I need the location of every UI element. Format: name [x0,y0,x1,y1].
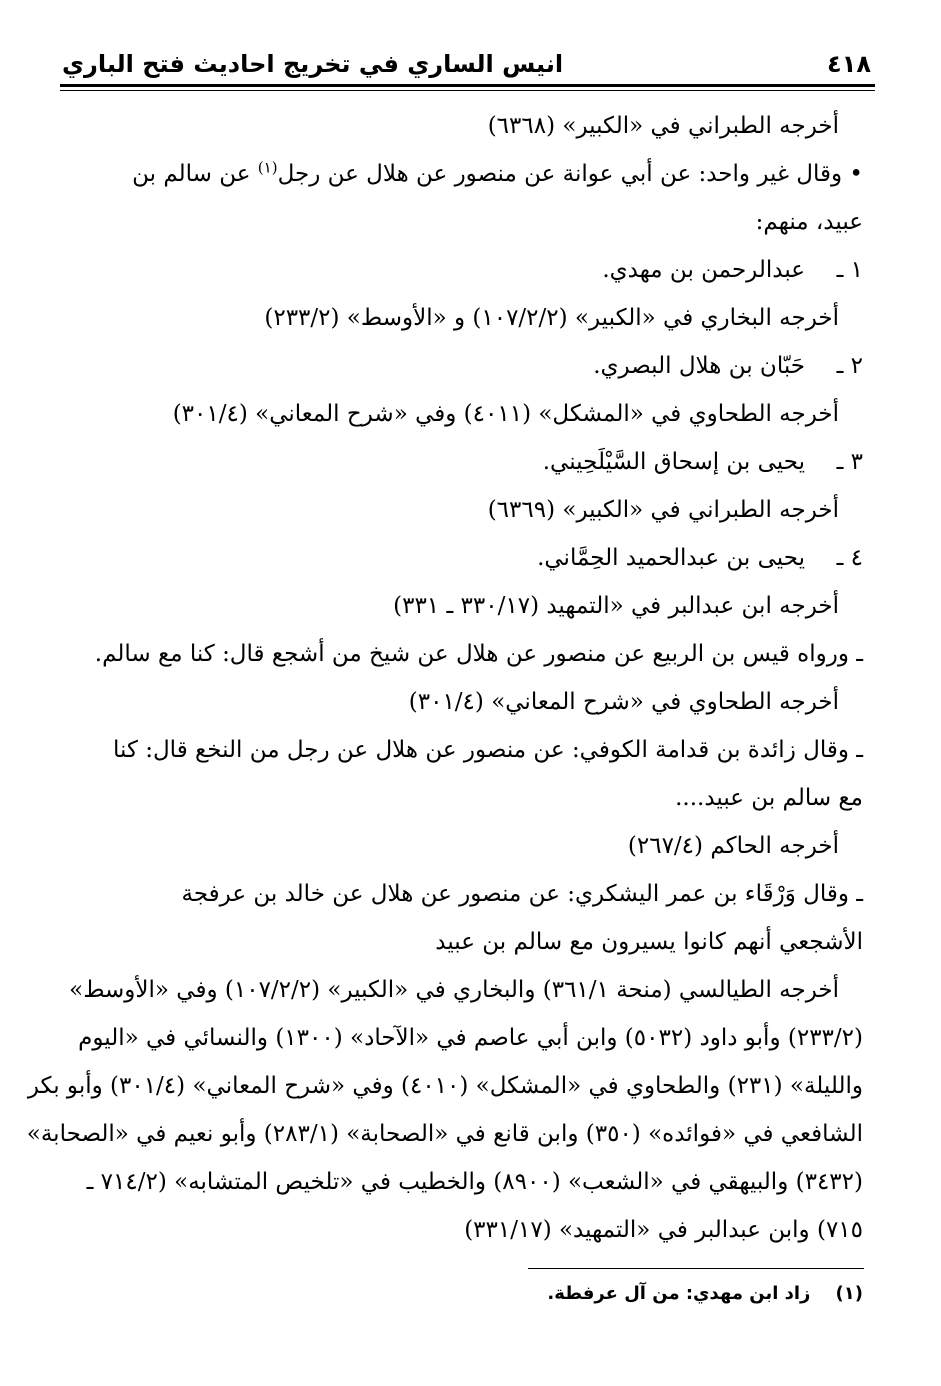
item-number: ٣ ـ [836,449,863,475]
source-line: أخرجه الطحاوي في «المشكل» (٤٠١١) وفي «شرح المعاني» (٣٠١/٤) [172,401,839,427]
page-number: ٤١٨ [827,50,871,78]
source-line: أخرجه البخاري في «الكبير» (١٠٧/٢/٢) و «الأوسط» (٢٣٣/٢) [264,305,839,331]
source-line: (٢٣٣/٢) وأبو داود (٥٠٣٢) وابن أبي عاصم في «الآحاد» (١٣٠٠) والنسائي في «اليوم [78,1025,863,1051]
source-line: الشافعي في «فوائده» (٣٥٠) وابن قانع في «الصحابة» (٢٨٣/١) وأبو نعيم في «الصحابة» [26,1121,863,1147]
book-title: انيس الساري في تخريج احاديث فتح الباري [62,50,564,78]
paragraph-line: عبيد، منهم: [755,209,863,235]
footnote-marker[interactable]: (١) [257,158,278,177]
source-line: (٣٤٣٢) والبيهقي في «الشعب» (٨٩٠٠) والخطيب في «تلخيص المتشابه» (٧١٤/٢ ـ [86,1169,863,1195]
source-line: والليلة» (٢٣١) والطحاوي في «المشكل» (٤٠١٠) وفي «شرح المعاني» (٣٠١/٤) وأبو بكر [27,1073,863,1099]
source-line: أخرجه ابن عبدالبر في «التمهيد (٣٣٠/١٧ ـ ٣٣١) [393,593,839,619]
list-item [60,438,863,486]
header-rule-thin [60,90,875,91]
item-text: عبدالرحمن بن مهدي. [602,257,805,283]
source-line: ٧١٥) وابن عبدالبر في «التمهيد» (٣٣١/١٧) [464,1217,863,1243]
source-line: أخرجه الطحاوي في «شرح المعاني» (٣٠١/٤) [408,689,839,715]
item-text: يحيى بن عبدالحميد الحِمَّاني. [537,545,805,571]
paragraph-text: عن سالم بن [132,161,258,187]
paragraph-line: ـ وقال وَرْقَاء بن عمر اليشكري: عن منصور عن هلال عن خالد بن عرفجة [181,881,863,907]
list-item [60,342,863,390]
item-number: ٤ ـ [836,545,863,571]
footnote-separator [528,1268,864,1269]
footnote-text: زاد ابن مهدي: من آل عرفطة. [547,1283,811,1304]
paragraph-text: • وقال غير واحد: عن أبي عوانة عن منصور عن هلال عن رجل [277,161,863,187]
item-text: يحيى بن إسحاق السَّيْلَحِيني. [542,449,805,475]
source-line: أخرجه الطبراني في «الكبير» (٦٣٦٨) [487,113,839,139]
paragraph-line [60,150,863,198]
list-item [60,246,863,294]
item-text: حَبّان بن هلال البصري. [593,353,805,379]
paragraph-line: ـ ورواه قيس بن الربيع عن منصور عن هلال عن شيخ من أشجع قال: كنا مع سالم. [94,641,863,667]
footnote [60,1280,863,1308]
paragraph-line: مع سالم بن عبيد.... [675,785,863,811]
header-rule-thick [60,84,875,87]
item-number: ٢ ـ [836,353,863,379]
source-line: أخرجه الحاكم (٢٦٧/٤) [627,833,839,859]
footnote-number: (١) [835,1283,863,1304]
running-header [62,44,871,84]
paragraph-line: الأشجعي أنهم كانوا يسيرون مع سالم بن عبيد [435,929,863,955]
list-item [60,534,863,582]
source-line: أخرجه الطبراني في «الكبير» (٦٣٦٩) [487,497,839,523]
main-text [26,102,863,1254]
source-line: أخرجه الطيالسي (منحة ٣٦١/١) والبخاري في «الكبير» (١٠٧/٢/٢) وفي «الأوسط» [69,977,839,1003]
item-number: ١ ـ [836,257,863,283]
paragraph-line: ـ وقال زائدة بن قدامة الكوفي: عن منصور عن هلال عن رجل من النخع قال: كنا [113,737,863,763]
